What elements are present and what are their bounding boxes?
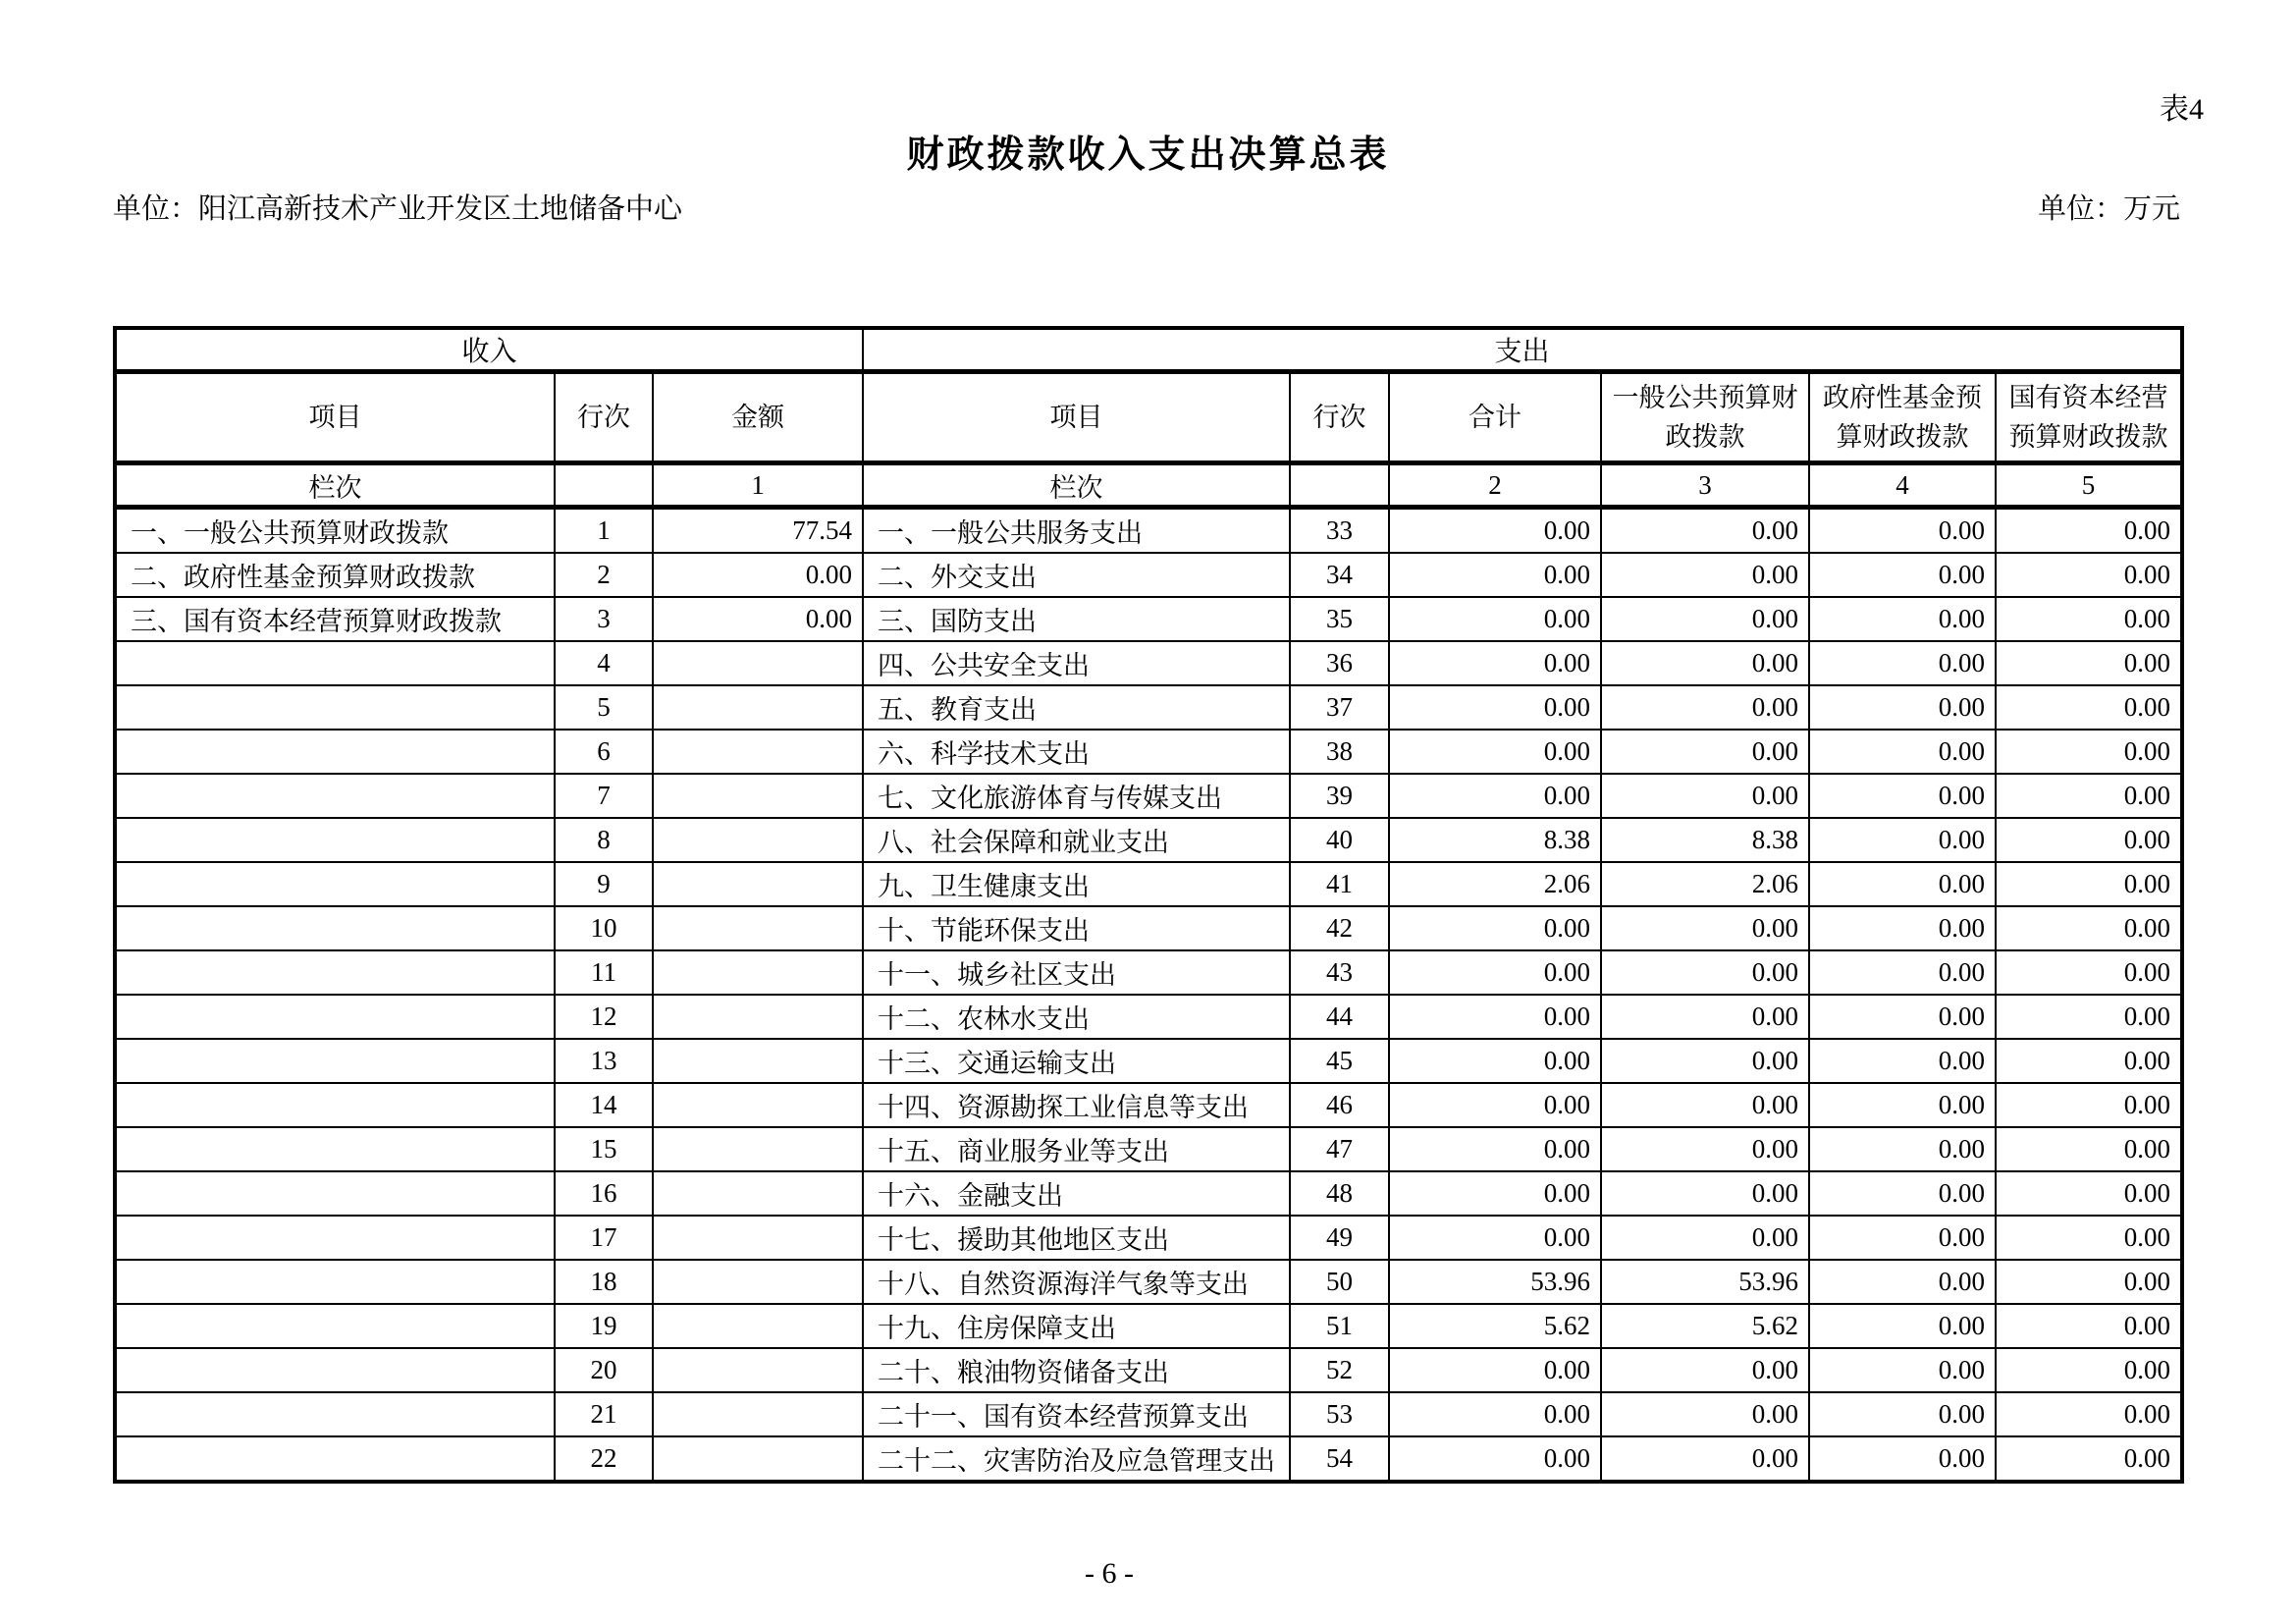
expense-line-cell: 53 — [1290, 1392, 1389, 1436]
table-row — [115, 1436, 2182, 1482]
expense-general-budget-cell: 5.62 — [1601, 1304, 1809, 1348]
expense-line-cell: 48 — [1290, 1171, 1389, 1216]
expense-gov-fund-cell: 0.00 — [1809, 1083, 1996, 1127]
income-item-cell: 三、国有资本经营预算财政拨款 — [115, 597, 555, 641]
income-item-cell — [115, 1436, 555, 1482]
income-line-cell: 17 — [555, 1216, 653, 1260]
income-item-cell — [115, 641, 555, 685]
income-line-cell: 10 — [555, 906, 653, 950]
income-line-cell: 14 — [555, 1083, 653, 1127]
expense-line-cell: 50 — [1290, 1260, 1389, 1304]
expense-general-budget-cell: 0.00 — [1601, 685, 1809, 730]
expense-item-cell: 十八、自然资源海洋气象等支出 — [863, 1260, 1290, 1304]
expense-state-capital-cell: 0.00 — [1996, 1127, 2182, 1171]
expense-gov-fund-cell: 0.00 — [1809, 1171, 1996, 1216]
income-item-cell — [115, 1260, 555, 1304]
expense-total-cell: 0.00 — [1389, 730, 1601, 774]
expense-state-capital-cell: 0.00 — [1996, 553, 2182, 597]
expense-general-budget-cell: 53.96 — [1601, 1260, 1809, 1304]
expense-total-cell: 0.00 — [1389, 597, 1601, 641]
table-row — [115, 1083, 2182, 1127]
expense-total-cell: 2.06 — [1389, 862, 1601, 906]
table-row — [115, 1392, 2182, 1436]
income-item-cell — [115, 1392, 555, 1436]
col-header-expense-total: 合计 — [1389, 372, 1601, 463]
expense-line-cell: 33 — [1290, 508, 1389, 554]
column-index-row — [115, 463, 2182, 508]
expense-state-capital-cell: 0.00 — [1996, 1260, 2182, 1304]
expense-line-cell: 44 — [1290, 995, 1389, 1039]
expense-total-cell: 0.00 — [1389, 950, 1601, 995]
income-line-cell: 2 — [555, 553, 653, 597]
income-item-cell — [115, 774, 555, 818]
income-line-cell: 9 — [555, 862, 653, 906]
income-amount-cell — [653, 950, 863, 995]
table-row — [115, 906, 2182, 950]
table-row — [115, 774, 2182, 818]
expense-gov-fund-cell: 0.00 — [1809, 1436, 1996, 1482]
income-line-cell: 7 — [555, 774, 653, 818]
expense-general-budget-cell: 2.06 — [1601, 862, 1809, 906]
expense-item-cell: 二十一、国有资本经营预算支出 — [863, 1392, 1290, 1436]
expense-total-cell: 0.00 — [1389, 553, 1601, 597]
income-line-cell: 11 — [555, 950, 653, 995]
income-item-cell — [115, 1083, 555, 1127]
table-row — [115, 950, 2182, 995]
income-item-cell — [115, 950, 555, 995]
expense-gov-fund-cell: 0.00 — [1809, 950, 1996, 995]
expense-state-capital-cell: 0.00 — [1996, 862, 2182, 906]
col-header-expense-gov-fund: 政府性基金预算财政拨款 — [1809, 372, 1996, 463]
expense-item-cell: 二十、粮油物资储备支出 — [863, 1348, 1290, 1392]
expense-state-capital-cell: 0.00 — [1996, 1436, 2182, 1482]
expense-gov-fund-cell: 0.00 — [1809, 1127, 1996, 1171]
expense-general-budget-cell: 0.00 — [1601, 1083, 1809, 1127]
income-line-cell: 5 — [555, 685, 653, 730]
income-line-cell: 15 — [555, 1127, 653, 1171]
expense-line-cell: 37 — [1290, 685, 1389, 730]
expense-gov-fund-cell: 0.00 — [1809, 1216, 1996, 1260]
expense-gov-fund-cell: 0.00 — [1809, 995, 1996, 1039]
expense-total-cell: 0.00 — [1389, 1039, 1601, 1083]
expense-total-cell: 8.38 — [1389, 818, 1601, 862]
expense-total-cell: 0.00 — [1389, 1436, 1601, 1482]
income-amount-cell — [653, 1260, 863, 1304]
income-line-cell: 4 — [555, 641, 653, 685]
expense-gov-fund-cell: 0.00 — [1809, 730, 1996, 774]
income-line-cell: 1 — [555, 508, 653, 554]
expense-gov-fund-cell: 0.00 — [1809, 906, 1996, 950]
income-amount-cell — [653, 685, 863, 730]
expense-general-budget-cell: 0.00 — [1601, 950, 1809, 995]
table-row — [115, 1304, 2182, 1348]
income-amount-cell — [653, 906, 863, 950]
income-line-cell: 20 — [555, 1348, 653, 1392]
income-amount-cell: 0.00 — [653, 597, 863, 641]
expense-line-cell: 39 — [1290, 774, 1389, 818]
expense-gov-fund-cell: 0.00 — [1809, 862, 1996, 906]
expense-total-cell: 0.00 — [1389, 1392, 1601, 1436]
expense-total-cell: 53.96 — [1389, 1260, 1601, 1304]
expense-total-cell: 0.00 — [1389, 995, 1601, 1039]
col-header-expense-state-capital: 国有资本经营预算财政拨款 — [1996, 372, 2182, 463]
expense-gov-fund-cell: 0.00 — [1809, 1304, 1996, 1348]
col-header-expense-general-budget: 一般公共预算财政拨款 — [1601, 372, 1809, 463]
expense-state-capital-cell: 0.00 — [1996, 1348, 2182, 1392]
expense-total-cell: 0.00 — [1389, 685, 1601, 730]
income-item-cell — [115, 906, 555, 950]
expense-general-budget-cell: 0.00 — [1601, 995, 1809, 1039]
section-header-row — [115, 328, 2182, 372]
expense-general-budget-cell: 0.00 — [1601, 597, 1809, 641]
income-section-header: 收入 — [115, 328, 863, 372]
expense-gov-fund-cell: 0.00 — [1809, 1348, 1996, 1392]
budget-table — [113, 326, 2184, 1484]
income-line-cell: 8 — [555, 818, 653, 862]
income-amount-cell — [653, 1039, 863, 1083]
income-line-cell: 3 — [555, 597, 653, 641]
table-row — [115, 1260, 2182, 1304]
expense-state-capital-cell: 0.00 — [1996, 1392, 2182, 1436]
income-item-cell: 一、一般公共预算财政拨款 — [115, 508, 555, 554]
expense-general-budget-cell: 0.00 — [1601, 508, 1809, 554]
income-amount-cell: 77.54 — [653, 508, 863, 554]
expense-state-capital-cell: 0.00 — [1996, 995, 2182, 1039]
expense-gov-fund-cell: 0.00 — [1809, 508, 1996, 554]
expense-state-capital-cell: 0.00 — [1996, 1171, 2182, 1216]
expense-line-cell: 34 — [1290, 553, 1389, 597]
expense-general-budget-cell: 0.00 — [1601, 1216, 1809, 1260]
expense-state-capital-cell: 0.00 — [1996, 1216, 2182, 1260]
income-item-cell — [115, 1348, 555, 1392]
expense-gov-fund-cell: 0.00 — [1809, 774, 1996, 818]
expense-item-cell: 十一、城乡社区支出 — [863, 950, 1290, 995]
colidx-expense-total: 2 — [1389, 463, 1601, 508]
col-header-income-line: 行次 — [555, 372, 653, 463]
table-number-label: 表4 — [2160, 93, 2204, 126]
income-line-cell: 16 — [555, 1171, 653, 1216]
expense-item-cell: 十二、农林水支出 — [863, 995, 1290, 1039]
expense-general-budget-cell: 0.00 — [1601, 730, 1809, 774]
income-item-cell — [115, 862, 555, 906]
expense-general-budget-cell: 0.00 — [1601, 1127, 1809, 1171]
expense-line-cell: 42 — [1290, 906, 1389, 950]
expense-general-budget-cell: 0.00 — [1601, 1039, 1809, 1083]
income-line-cell: 18 — [555, 1260, 653, 1304]
expense-item-cell: 十七、援助其他地区支出 — [863, 1216, 1290, 1260]
expense-general-budget-cell: 0.00 — [1601, 641, 1809, 685]
expense-line-cell: 45 — [1290, 1039, 1389, 1083]
expense-item-cell: 二十二、灾害防治及应急管理支出 — [863, 1436, 1290, 1482]
col-header-expense-line: 行次 — [1290, 372, 1389, 463]
expense-item-cell: 一、一般公共服务支出 — [863, 508, 1290, 554]
table-row — [115, 1348, 2182, 1392]
income-amount-cell — [653, 774, 863, 818]
income-item-cell — [115, 1171, 555, 1216]
expense-general-budget-cell: 0.00 — [1601, 906, 1809, 950]
col-header-expense-item: 项目 — [863, 372, 1290, 463]
expense-item-cell: 九、卫生健康支出 — [863, 862, 1290, 906]
income-amount-cell — [653, 1127, 863, 1171]
table-row — [115, 641, 2182, 685]
expense-line-cell: 49 — [1290, 1216, 1389, 1260]
colidx-expense-line — [1290, 463, 1389, 508]
income-amount-cell — [653, 862, 863, 906]
income-amount-cell — [653, 730, 863, 774]
table-row — [115, 1039, 2182, 1083]
income-amount-cell — [653, 1348, 863, 1392]
table-row — [115, 995, 2182, 1039]
expense-item-cell: 二、外交支出 — [863, 553, 1290, 597]
unit-name-label: 单位：阳江高新技术产业开发区土地储备中心 — [113, 193, 683, 225]
income-item-cell — [115, 1127, 555, 1171]
expense-item-cell: 四、公共安全支出 — [863, 641, 1290, 685]
income-line-cell: 21 — [555, 1392, 653, 1436]
table-row — [115, 818, 2182, 862]
expense-total-cell: 0.00 — [1389, 641, 1601, 685]
income-amount-cell — [653, 1171, 863, 1216]
unit-currency-label: 单位：万元 — [2037, 193, 2180, 225]
expense-item-cell: 十三、交通运输支出 — [863, 1039, 1290, 1083]
expense-item-cell: 十四、资源勘探工业信息等支出 — [863, 1083, 1290, 1127]
expense-state-capital-cell: 0.00 — [1996, 906, 2182, 950]
expense-state-capital-cell: 0.00 — [1996, 1304, 2182, 1348]
income-line-cell: 22 — [555, 1436, 653, 1482]
table-row — [115, 508, 2182, 554]
expense-item-cell: 三、国防支出 — [863, 597, 1290, 641]
expense-total-cell: 0.00 — [1389, 1348, 1601, 1392]
expense-gov-fund-cell: 0.00 — [1809, 553, 1996, 597]
expense-state-capital-cell: 0.00 — [1996, 641, 2182, 685]
income-item-cell — [115, 730, 555, 774]
expense-line-cell: 51 — [1290, 1304, 1389, 1348]
expense-gov-fund-cell: 0.00 — [1809, 641, 1996, 685]
income-amount-cell — [653, 1083, 863, 1127]
colidx-expense-gov-fund: 4 — [1809, 463, 1996, 508]
table-row — [115, 730, 2182, 774]
colidx-expense-general-budget: 3 — [1601, 463, 1809, 508]
expense-gov-fund-cell: 0.00 — [1809, 1392, 1996, 1436]
table-row — [115, 1127, 2182, 1171]
expense-general-budget-cell: 8.38 — [1601, 818, 1809, 862]
expense-line-cell: 52 — [1290, 1348, 1389, 1392]
expense-line-cell: 54 — [1290, 1436, 1389, 1482]
expense-gov-fund-cell: 0.00 — [1809, 597, 1996, 641]
expense-gov-fund-cell: 0.00 — [1809, 818, 1996, 862]
colidx-expense-state-capital: 5 — [1996, 463, 2182, 508]
expense-item-cell: 十、节能环保支出 — [863, 906, 1290, 950]
expense-item-cell: 十五、商业服务业等支出 — [863, 1127, 1290, 1171]
expense-total-cell: 0.00 — [1389, 1083, 1601, 1127]
page-number: - 6 - — [1085, 1557, 1134, 1590]
expense-state-capital-cell: 0.00 — [1996, 1039, 2182, 1083]
table-row — [115, 862, 2182, 906]
col-header-income-item: 项目 — [115, 372, 555, 463]
colidx-expense-item: 栏次 — [863, 463, 1290, 508]
income-amount-cell — [653, 1216, 863, 1260]
expense-state-capital-cell: 0.00 — [1996, 685, 2182, 730]
expense-state-capital-cell: 0.00 — [1996, 950, 2182, 995]
expense-line-cell: 43 — [1290, 950, 1389, 995]
income-amount-cell — [653, 1436, 863, 1482]
expense-gov-fund-cell: 0.00 — [1809, 685, 1996, 730]
expense-general-budget-cell: 0.00 — [1601, 1392, 1809, 1436]
expense-gov-fund-cell: 0.00 — [1809, 1260, 1996, 1304]
income-item-cell — [115, 1216, 555, 1260]
income-item-cell — [115, 1304, 555, 1348]
expense-line-cell: 47 — [1290, 1127, 1389, 1171]
income-line-cell: 13 — [555, 1039, 653, 1083]
col-header-income-amount: 金额 — [653, 372, 863, 463]
income-amount-cell — [653, 641, 863, 685]
income-line-cell: 12 — [555, 995, 653, 1039]
income-item-cell: 二、政府性基金预算财政拨款 — [115, 553, 555, 597]
expense-line-cell: 38 — [1290, 730, 1389, 774]
expense-general-budget-cell: 0.00 — [1601, 1348, 1809, 1392]
expense-state-capital-cell: 0.00 — [1996, 1083, 2182, 1127]
budget-table-wrap — [113, 326, 2184, 1484]
table-row — [115, 597, 2182, 641]
expense-general-budget-cell: 0.00 — [1601, 1436, 1809, 1482]
expense-item-cell: 十九、住房保障支出 — [863, 1304, 1290, 1348]
table-row — [115, 685, 2182, 730]
expense-total-cell: 0.00 — [1389, 1216, 1601, 1260]
expense-general-budget-cell: 0.00 — [1601, 553, 1809, 597]
expense-line-cell: 35 — [1290, 597, 1389, 641]
colidx-income-amount: 1 — [653, 463, 863, 508]
expense-line-cell: 40 — [1290, 818, 1389, 862]
expense-general-budget-cell: 0.00 — [1601, 1171, 1809, 1216]
table-body — [115, 508, 2182, 1483]
expense-state-capital-cell: 0.00 — [1996, 508, 2182, 554]
column-header-row — [115, 372, 2182, 463]
expense-state-capital-cell: 0.00 — [1996, 818, 2182, 862]
expense-total-cell: 0.00 — [1389, 1127, 1601, 1171]
expense-section-header: 支出 — [863, 328, 2182, 372]
expense-line-cell: 41 — [1290, 862, 1389, 906]
income-line-cell: 6 — [555, 730, 653, 774]
unit-line — [113, 187, 2180, 227]
expense-state-capital-cell: 0.00 — [1996, 774, 2182, 818]
income-amount-cell — [653, 1392, 863, 1436]
expense-item-cell: 八、社会保障和就业支出 — [863, 818, 1290, 862]
income-item-cell — [115, 995, 555, 1039]
expense-item-cell: 五、教育支出 — [863, 685, 1290, 730]
colidx-income-line — [555, 463, 653, 508]
expense-state-capital-cell: 0.00 — [1996, 730, 2182, 774]
expense-item-cell: 六、科学技术支出 — [863, 730, 1290, 774]
page-title: 财政拨款收入支出决算总表 — [906, 135, 1390, 176]
income-amount-cell — [653, 818, 863, 862]
expense-general-budget-cell: 0.00 — [1601, 774, 1809, 818]
expense-total-cell: 0.00 — [1389, 774, 1601, 818]
income-amount-cell — [653, 995, 863, 1039]
income-item-cell — [115, 818, 555, 862]
expense-total-cell: 0.00 — [1389, 906, 1601, 950]
income-amount-cell — [653, 1304, 863, 1348]
expense-total-cell: 0.00 — [1389, 508, 1601, 554]
table-row — [115, 1216, 2182, 1260]
income-item-cell — [115, 685, 555, 730]
expense-total-cell: 0.00 — [1389, 1171, 1601, 1216]
colidx-income-item: 栏次 — [115, 463, 555, 508]
income-item-cell — [115, 1039, 555, 1083]
table-row — [115, 553, 2182, 597]
expense-line-cell: 36 — [1290, 641, 1389, 685]
expense-total-cell: 5.62 — [1389, 1304, 1601, 1348]
expense-item-cell: 十六、金融支出 — [863, 1171, 1290, 1216]
income-amount-cell: 0.00 — [653, 553, 863, 597]
expense-gov-fund-cell: 0.00 — [1809, 1039, 1996, 1083]
expense-item-cell: 七、文化旅游体育与传媒支出 — [863, 774, 1290, 818]
expense-state-capital-cell: 0.00 — [1996, 597, 2182, 641]
expense-line-cell: 46 — [1290, 1083, 1389, 1127]
income-line-cell: 19 — [555, 1304, 653, 1348]
table-row — [115, 1171, 2182, 1216]
